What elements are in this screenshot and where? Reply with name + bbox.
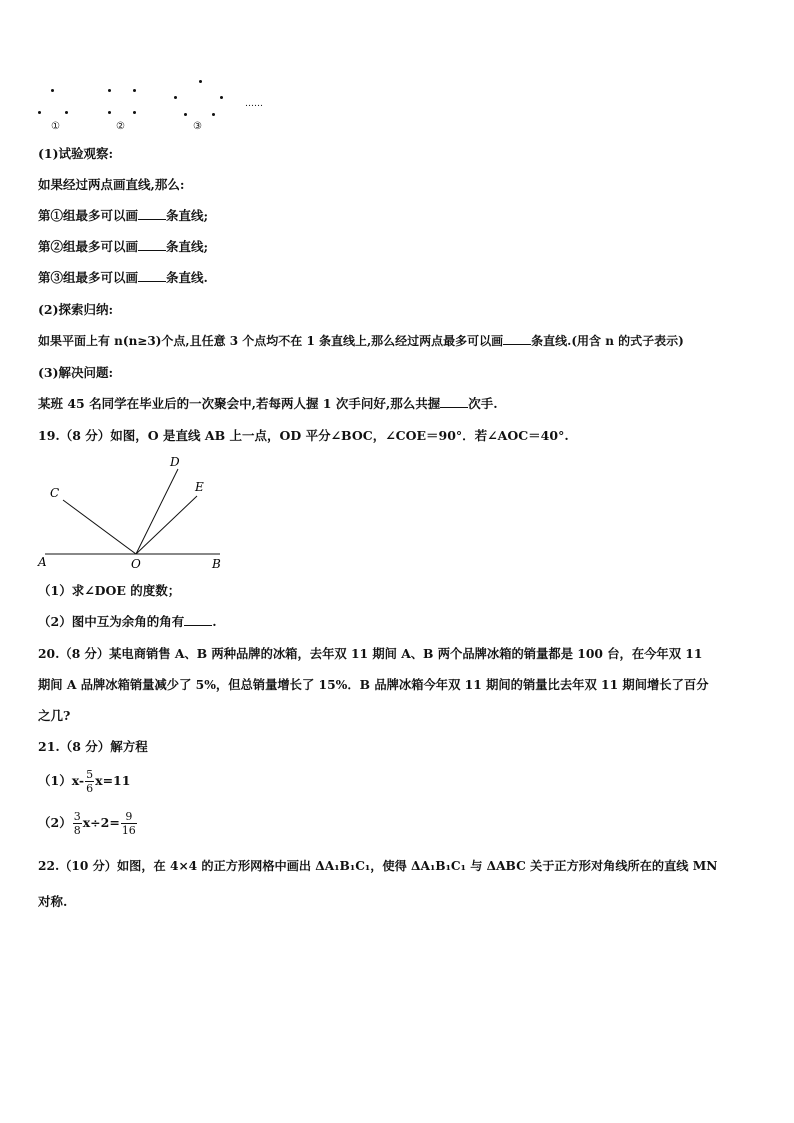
q19-sub1: （1）求∠DOE 的度数；	[38, 583, 181, 598]
q18-part3-line	[38, 396, 498, 412]
q21-eq2-mid: x÷2=	[82, 815, 120, 830]
dot	[212, 113, 215, 116]
group-label-1: ①	[51, 121, 60, 132]
q18-part3-title: (3)解决问题:	[38, 365, 114, 380]
q18-g3-post: 条直线.	[166, 270, 208, 285]
q21-eq1-post: x=11	[95, 773, 131, 788]
fraction	[85, 768, 94, 795]
q21-eq1	[38, 766, 130, 796]
dot	[108, 111, 111, 114]
q21-eq1-pre: （1）x-	[38, 773, 85, 788]
answer-blank	[138, 208, 166, 220]
q18-part2-title: (2)探索归纳:	[38, 302, 114, 317]
ray-OC	[63, 500, 136, 554]
q22-line2: 对称.	[38, 894, 68, 909]
q22-line1: 22.（10 分）如图，在 4×4 的正方形网格中画出 ΔA₁B₁C₁，使得 ΔA₁B₁C₁ 与 ΔABC 关于正方形对角线所在的直线 MN	[38, 859, 718, 873]
frac-num: 3	[73, 810, 81, 823]
dot	[174, 96, 177, 99]
dot	[108, 89, 111, 92]
q19-sub2-post: .	[212, 614, 217, 629]
frac-den: 6	[86, 782, 94, 795]
fraction	[73, 810, 82, 837]
dot	[199, 80, 202, 83]
ray-OD	[136, 469, 178, 554]
frac-num: 5	[86, 768, 94, 781]
dot	[38, 111, 41, 114]
label-O: O	[131, 557, 141, 571]
q18-g1-pre: 第①组最多可以画	[38, 208, 139, 223]
q20-line2: 期间 A 品牌冰箱销量减少了 5%，但总销量增长了 15%．B 品牌冰箱今年双 11 期间的销量比去年双 11 期间增长了百分	[38, 677, 709, 692]
q21-eq2	[38, 808, 138, 838]
ray-OE	[136, 496, 197, 554]
q18-part2-post: 条直线.(用含 n 的式子表示)	[531, 334, 684, 348]
frac-num: 9	[121, 810, 137, 824]
group-label-2: ②	[116, 121, 125, 132]
answer-blank	[138, 239, 166, 251]
q20-line1: 20.（8 分）某电商销售 A、B 两种品牌的冰箱，去年双 11 期间 A、B 两个品牌冰箱的销量都是 100 台，在今年双 11	[38, 646, 703, 661]
q18-part1-title: (1)试验观察:	[38, 146, 114, 161]
dot	[133, 111, 136, 114]
q21-head: 21.（8 分）解方程	[38, 739, 148, 754]
q21-eq2-pre: （2）	[38, 815, 72, 830]
label-D: D	[170, 455, 180, 469]
q18-group1-line	[38, 208, 208, 224]
label-B: B	[212, 557, 221, 571]
q18-group3-line	[38, 270, 208, 286]
q18-part2-line	[38, 333, 684, 349]
answer-blank	[184, 614, 212, 626]
label-C: C	[50, 486, 60, 500]
label-A: A	[38, 555, 47, 569]
answer-blank	[503, 333, 531, 345]
dot	[51, 89, 54, 92]
q18-part3-post: 次手.	[468, 396, 498, 411]
q19-head: 19.（8 分）如图，	[38, 428, 148, 443]
fraction	[121, 810, 137, 837]
ellipsis: ……	[245, 99, 263, 109]
dot	[133, 89, 136, 92]
angle-figure	[30, 452, 230, 574]
q19-body: O 是直线 AB 上一点，OD 平分∠BOC，∠COE＝90°．若∠AOC＝40°.	[147, 428, 569, 443]
q19-stem	[38, 428, 569, 444]
q18-g1-post: 条直线;	[166, 208, 209, 223]
frac-den: 8	[73, 824, 81, 837]
q18-g3-pre: 第③组最多可以画	[38, 270, 139, 285]
dot	[220, 96, 223, 99]
q19-sub2	[38, 614, 217, 630]
q18-part3-pre: 某班 45 名同学在毕业后的一次聚会中,若每两人握 1 次手问好,那么共握	[38, 396, 441, 411]
label-E: E	[195, 480, 204, 494]
q18-part2-pre: 如果平面上有 n(n≥3)个点,且任意 3 个点均不在 1 条直线上,那么经过两点最多可以画	[38, 334, 504, 348]
frac-den: 16	[121, 824, 136, 837]
q18-g2-post: 条直线;	[166, 239, 209, 254]
dot	[184, 113, 187, 116]
answer-blank	[440, 396, 468, 408]
q18-group2-line	[38, 239, 208, 255]
dot	[65, 111, 68, 114]
q20-line3: 之几?	[38, 708, 71, 723]
group-label-3: ③	[193, 121, 202, 132]
answer-blank	[138, 270, 166, 282]
q18-g2-pre: 第②组最多可以画	[38, 239, 139, 254]
q19-sub2-pre: （2）图中互为余角的角有	[38, 614, 185, 629]
q18-intro: 如果经过两点画直线,那么:	[38, 177, 185, 192]
